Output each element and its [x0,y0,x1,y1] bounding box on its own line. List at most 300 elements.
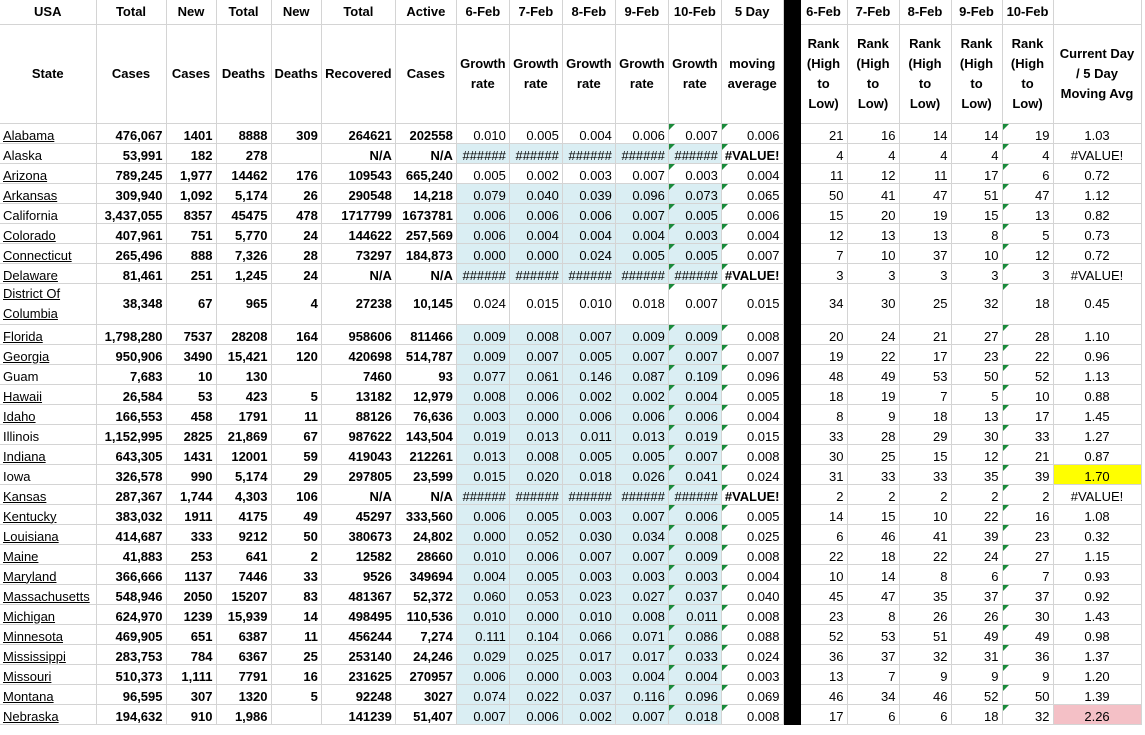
moving-average-cell[interactable]: 0.004 [721,564,783,584]
rank-9feb-cell[interactable]: 2 [951,484,1002,504]
growth-10feb-cell[interactable]: 0.007 [668,344,721,364]
rank-9feb-cell[interactable]: 5 [951,384,1002,404]
growth-6feb-cell[interactable]: ###### [456,143,509,163]
active-cases-cell[interactable]: 93 [395,364,456,384]
moving-average-cell[interactable]: 0.008 [721,604,783,624]
new-deaths-cell[interactable]: 29 [271,464,321,484]
state-name-cell[interactable]: Colorado [0,223,96,243]
active-cases-cell[interactable]: N/A [395,143,456,163]
growth-7feb-cell[interactable]: 0.002 [509,163,562,183]
state-name-cell[interactable]: Minnesota [0,624,96,644]
growth-6feb-cell[interactable]: 0.060 [456,584,509,604]
state-name-cell[interactable]: Delaware [0,263,96,283]
header-total-deaths[interactable]: Total [216,0,271,24]
rank-8feb-cell[interactable]: 17 [899,344,951,364]
header-label-total-recovered[interactable]: Recovered [321,24,395,123]
moving-average-cell[interactable]: 0.005 [721,384,783,404]
growth-10feb-cell[interactable]: ###### [668,484,721,504]
rank-9feb-cell[interactable]: 9 [951,664,1002,684]
moving-average-cell[interactable]: 0.024 [721,644,783,664]
growth-6feb-cell[interactable]: 0.010 [456,544,509,564]
current-vs-avg-cell[interactable]: 1.43 [1053,604,1141,624]
total-cases-cell[interactable]: 1,798,280 [96,324,166,344]
growth-7feb-cell[interactable]: 0.013 [509,424,562,444]
moving-average-cell[interactable]: 0.025 [721,524,783,544]
moving-average-cell[interactable]: 0.065 [721,183,783,203]
growth-6feb-cell[interactable]: 0.013 [456,444,509,464]
new-cases-cell[interactable]: 888 [166,243,216,263]
rank-7feb-cell[interactable]: 46 [847,524,899,544]
rank-7feb-cell[interactable]: 22 [847,344,899,364]
rank-9feb-cell[interactable]: 51 [951,183,1002,203]
new-deaths-cell[interactable]: 50 [271,524,321,544]
state-name-cell[interactable]: Illinois [0,424,96,444]
growth-9feb-cell[interactable]: ###### [615,484,668,504]
total-recovered-cell[interactable]: N/A [321,263,395,283]
total-deaths-cell[interactable]: 5,770 [216,223,271,243]
total-recovered-cell[interactable]: 456244 [321,624,395,644]
growth-8feb-cell[interactable]: 0.030 [562,524,615,544]
total-recovered-cell[interactable]: 297805 [321,464,395,484]
rank-7feb-cell[interactable]: 25 [847,444,899,464]
rank-9feb-cell[interactable]: 15 [951,203,1002,223]
rank-10feb-cell[interactable]: 21 [1002,444,1053,464]
growth-9feb-cell[interactable]: 0.009 [615,324,668,344]
growth-7feb-cell[interactable]: 0.008 [509,324,562,344]
growth-9feb-cell[interactable]: 0.034 [615,524,668,544]
rank-10feb-cell[interactable]: 28 [1002,324,1053,344]
growth-8feb-cell[interactable]: 0.002 [562,384,615,404]
growth-9feb-cell[interactable]: 0.096 [615,183,668,203]
rank-8feb-cell[interactable]: 7 [899,384,951,404]
header-growth-6feb[interactable]: 6-Feb [456,0,509,24]
active-cases-cell[interactable]: 52,372 [395,584,456,604]
rank-6feb-cell[interactable]: 15 [800,203,847,223]
rank-8feb-cell[interactable]: 14 [899,123,951,143]
rank-8feb-cell[interactable]: 33 [899,464,951,484]
new-cases-cell[interactable]: 253 [166,544,216,564]
rank-9feb-cell[interactable]: 37 [951,584,1002,604]
current-vs-avg-cell[interactable]: 1.45 [1053,404,1141,424]
rank-8feb-cell[interactable]: 26 [899,604,951,624]
total-deaths-cell[interactable]: 15,421 [216,344,271,364]
total-deaths-cell[interactable]: 1,245 [216,263,271,283]
growth-9feb-cell[interactable]: 0.026 [615,464,668,484]
state-name-cell[interactable]: California [0,203,96,223]
growth-8feb-cell[interactable]: 0.005 [562,344,615,364]
growth-6feb-cell[interactable]: 0.000 [456,243,509,263]
new-cases-cell[interactable]: 1911 [166,504,216,524]
new-cases-cell[interactable]: 10 [166,364,216,384]
new-cases-cell[interactable]: 1,744 [166,484,216,504]
rank-8feb-cell[interactable]: 9 [899,664,951,684]
active-cases-cell[interactable]: 270957 [395,664,456,684]
new-deaths-cell[interactable]: 25 [271,644,321,664]
growth-6feb-cell[interactable]: 0.008 [456,384,509,404]
total-deaths-cell[interactable]: 423 [216,384,271,404]
growth-8feb-cell[interactable]: 0.003 [562,564,615,584]
rank-7feb-cell[interactable]: 15 [847,504,899,524]
rank-7feb-cell[interactable]: 28 [847,424,899,444]
growth-7feb-cell[interactable]: 0.000 [509,664,562,684]
header-label-rank-8feb[interactable]: Rank (High to Low) [899,24,951,123]
rank-10feb-cell[interactable]: 2 [1002,484,1053,504]
growth-8feb-cell[interactable]: 0.006 [562,404,615,424]
growth-8feb-cell[interactable]: 0.010 [562,283,615,324]
rank-9feb-cell[interactable]: 27 [951,324,1002,344]
state-name-cell[interactable]: Kentucky [0,504,96,524]
state-name-cell[interactable]: Florida [0,324,96,344]
growth-7feb-cell[interactable]: 0.000 [509,404,562,424]
rank-6feb-cell[interactable]: 50 [800,183,847,203]
active-cases-cell[interactable]: 110,536 [395,604,456,624]
current-vs-avg-cell[interactable]: 0.82 [1053,203,1141,223]
growth-8feb-cell[interactable]: 0.004 [562,223,615,243]
new-deaths-cell[interactable]: 49 [271,504,321,524]
state-name-cell[interactable]: Montana [0,684,96,704]
state-name-cell[interactable]: Georgia [0,344,96,364]
new-cases-cell[interactable]: 2825 [166,424,216,444]
rank-8feb-cell[interactable]: 29 [899,424,951,444]
rank-8feb-cell[interactable]: 15 [899,444,951,464]
rank-9feb-cell[interactable]: 23 [951,344,1002,364]
growth-7feb-cell[interactable]: 0.008 [509,444,562,464]
rank-10feb-cell[interactable]: 19 [1002,123,1053,143]
growth-6feb-cell[interactable]: 0.004 [456,564,509,584]
growth-9feb-cell[interactable]: 0.007 [615,163,668,183]
rank-9feb-cell[interactable]: 35 [951,464,1002,484]
current-vs-avg-cell[interactable]: 1.15 [1053,544,1141,564]
growth-10feb-cell[interactable]: 0.011 [668,604,721,624]
active-cases-cell[interactable]: 212261 [395,444,456,464]
new-deaths-cell[interactable]: 164 [271,324,321,344]
moving-average-cell[interactable]: 0.005 [721,504,783,524]
state-name-cell[interactable]: Massachusetts [0,584,96,604]
header-label-rank-6feb[interactable]: Rank (High to Low) [800,24,847,123]
rank-9feb-cell[interactable]: 52 [951,684,1002,704]
growth-9feb-cell[interactable]: 0.006 [615,404,668,424]
growth-8feb-cell[interactable]: 0.023 [562,584,615,604]
rank-6feb-cell[interactable]: 22 [800,544,847,564]
growth-7feb-cell[interactable]: 0.005 [509,504,562,524]
growth-6feb-cell[interactable]: 0.077 [456,364,509,384]
total-recovered-cell[interactable]: 12582 [321,544,395,564]
rank-6feb-cell[interactable]: 12 [800,223,847,243]
new-cases-cell[interactable]: 1,977 [166,163,216,183]
rank-8feb-cell[interactable]: 41 [899,524,951,544]
new-deaths-cell[interactable]: 83 [271,584,321,604]
new-cases-cell[interactable]: 1137 [166,564,216,584]
rank-9feb-cell[interactable]: 50 [951,364,1002,384]
rank-7feb-cell[interactable]: 10 [847,243,899,263]
rank-6feb-cell[interactable]: 31 [800,464,847,484]
growth-10feb-cell[interactable]: 0.007 [668,283,721,324]
total-cases-cell[interactable]: 326,578 [96,464,166,484]
header-rank-8feb[interactable]: 8-Feb [899,0,951,24]
growth-10feb-cell[interactable]: 0.006 [668,504,721,524]
current-vs-avg-cell[interactable]: 0.73 [1053,223,1141,243]
rank-10feb-cell[interactable]: 4 [1002,143,1053,163]
state-name-cell[interactable]: Alaska [0,143,96,163]
total-deaths-cell[interactable]: 21,869 [216,424,271,444]
active-cases-cell[interactable]: 3027 [395,684,456,704]
new-deaths-cell[interactable] [271,364,321,384]
growth-7feb-cell[interactable]: 0.000 [509,243,562,263]
growth-8feb-cell[interactable]: 0.011 [562,424,615,444]
growth-8feb-cell[interactable]: 0.007 [562,544,615,564]
rank-9feb-cell[interactable]: 17 [951,163,1002,183]
total-recovered-cell[interactable]: 987622 [321,424,395,444]
growth-7feb-cell[interactable]: 0.007 [509,344,562,364]
rank-8feb-cell[interactable]: 25 [899,283,951,324]
rank-6feb-cell[interactable]: 33 [800,424,847,444]
header-label-new-deaths[interactable]: Deaths [271,24,321,123]
rank-8feb-cell[interactable]: 19 [899,203,951,223]
total-deaths-cell[interactable]: 15,939 [216,604,271,624]
header-new-cases[interactable]: New [166,0,216,24]
total-recovered-cell[interactable]: 13182 [321,384,395,404]
new-deaths-cell[interactable]: 24 [271,263,321,283]
growth-10feb-cell[interactable]: 0.007 [668,444,721,464]
moving-average-cell[interactable]: #VALUE! [721,263,783,283]
total-recovered-cell[interactable]: 419043 [321,444,395,464]
rank-7feb-cell[interactable]: 30 [847,283,899,324]
current-vs-avg-cell[interactable]: 1.08 [1053,504,1141,524]
new-deaths-cell[interactable]: 4 [271,283,321,324]
growth-8feb-cell[interactable]: 0.004 [562,123,615,143]
growth-7feb-cell[interactable]: 0.005 [509,564,562,584]
growth-7feb-cell[interactable]: 0.015 [509,283,562,324]
state-name-cell[interactable]: Maine [0,544,96,564]
growth-7feb-cell[interactable]: 0.061 [509,364,562,384]
rank-6feb-cell[interactable]: 19 [800,344,847,364]
state-name-cell[interactable]: Arizona [0,163,96,183]
header-growth-10feb[interactable]: 10-Feb [668,0,721,24]
total-cases-cell[interactable]: 287,367 [96,484,166,504]
active-cases-cell[interactable]: 143,504 [395,424,456,444]
total-deaths-cell[interactable]: 4,303 [216,484,271,504]
header-total-cases[interactable]: Total [96,0,166,24]
new-deaths-cell[interactable] [271,704,321,724]
rank-10feb-cell[interactable]: 50 [1002,684,1053,704]
moving-average-cell[interactable]: 0.004 [721,223,783,243]
rank-6feb-cell[interactable]: 45 [800,584,847,604]
state-name-cell[interactable]: Arkansas [0,183,96,203]
total-deaths-cell[interactable]: 7446 [216,564,271,584]
column-separator[interactable] [783,324,800,344]
active-cases-cell[interactable]: 184,873 [395,243,456,263]
active-cases-cell[interactable]: 514,787 [395,344,456,364]
column-separator[interactable] [783,203,800,223]
rank-10feb-cell[interactable]: 30 [1002,604,1053,624]
growth-6feb-cell[interactable]: 0.006 [456,504,509,524]
growth-8feb-cell[interactable]: 0.006 [562,203,615,223]
total-recovered-cell[interactable]: 27238 [321,283,395,324]
growth-6feb-cell[interactable]: ###### [456,263,509,283]
column-separator[interactable] [783,24,800,123]
header-rank-9feb[interactable]: 9-Feb [951,0,1002,24]
rank-6feb-cell[interactable]: 52 [800,624,847,644]
state-name-cell[interactable]: Missouri [0,664,96,684]
total-cases-cell[interactable]: 476,067 [96,123,166,143]
growth-10feb-cell[interactable]: 0.009 [668,544,721,564]
growth-9feb-cell[interactable]: 0.018 [615,283,668,324]
growth-6feb-cell[interactable]: 0.009 [456,344,509,364]
rank-8feb-cell[interactable]: 32 [899,644,951,664]
header-label-moving-average[interactable]: moving average [721,24,783,123]
growth-8feb-cell[interactable]: 0.146 [562,364,615,384]
header-state[interactable]: USA [0,0,96,24]
growth-8feb-cell[interactable]: 0.039 [562,183,615,203]
new-deaths-cell[interactable]: 14 [271,604,321,624]
growth-9feb-cell[interactable]: 0.007 [615,203,668,223]
total-deaths-cell[interactable]: 8888 [216,123,271,143]
growth-6feb-cell[interactable]: 0.010 [456,123,509,143]
total-deaths-cell[interactable]: 278 [216,143,271,163]
growth-6feb-cell[interactable]: 0.005 [456,163,509,183]
growth-10feb-cell[interactable]: 0.008 [668,524,721,544]
current-vs-avg-cell[interactable]: 1.39 [1053,684,1141,704]
rank-7feb-cell[interactable]: 37 [847,644,899,664]
growth-9feb-cell[interactable]: ###### [615,263,668,283]
new-cases-cell[interactable]: 1431 [166,444,216,464]
growth-7feb-cell[interactable]: ###### [509,484,562,504]
active-cases-cell[interactable]: 23,599 [395,464,456,484]
state-name-cell[interactable]: Louisiana [0,524,96,544]
rank-6feb-cell[interactable]: 21 [800,123,847,143]
growth-9feb-cell[interactable]: 0.004 [615,664,668,684]
rank-10feb-cell[interactable]: 18 [1002,283,1053,324]
total-recovered-cell[interactable]: 73297 [321,243,395,263]
rank-6feb-cell[interactable]: 46 [800,684,847,704]
rank-6feb-cell[interactable]: 20 [800,324,847,344]
header-label-total-cases[interactable]: Cases [96,24,166,123]
header-active-cases[interactable]: Active [395,0,456,24]
total-cases-cell[interactable]: 407,961 [96,223,166,243]
rank-8feb-cell[interactable]: 13 [899,223,951,243]
moving-average-cell[interactable]: 0.007 [721,243,783,263]
growth-6feb-cell[interactable]: 0.111 [456,624,509,644]
total-deaths-cell[interactable]: 965 [216,283,271,324]
rank-10feb-cell[interactable]: 7 [1002,564,1053,584]
moving-average-cell[interactable]: 0.088 [721,624,783,644]
growth-7feb-cell[interactable]: 0.004 [509,223,562,243]
rank-10feb-cell[interactable]: 36 [1002,644,1053,664]
new-deaths-cell[interactable]: 11 [271,624,321,644]
rank-10feb-cell[interactable]: 49 [1002,624,1053,644]
rank-10feb-cell[interactable]: 32 [1002,704,1053,724]
total-recovered-cell[interactable]: 109543 [321,163,395,183]
total-recovered-cell[interactable]: 253140 [321,644,395,664]
growth-10feb-cell[interactable]: 0.003 [668,564,721,584]
new-cases-cell[interactable]: 8357 [166,203,216,223]
state-name-cell[interactable]: Idaho [0,404,96,424]
growth-8feb-cell[interactable]: 0.037 [562,684,615,704]
total-recovered-cell[interactable]: 958606 [321,324,395,344]
column-separator[interactable] [783,504,800,524]
growth-9feb-cell[interactable]: 0.005 [615,243,668,263]
rank-10feb-cell[interactable]: 37 [1002,584,1053,604]
total-deaths-cell[interactable]: 45475 [216,203,271,223]
rank-6feb-cell[interactable]: 8 [800,404,847,424]
growth-6feb-cell[interactable]: 0.003 [456,404,509,424]
total-cases-cell[interactable]: 38,348 [96,283,166,324]
total-recovered-cell[interactable]: 92248 [321,684,395,704]
total-cases-cell[interactable]: 309,940 [96,183,166,203]
current-vs-avg-cell[interactable]: 0.88 [1053,384,1141,404]
column-separator[interactable] [783,384,800,404]
new-deaths-cell[interactable]: 24 [271,223,321,243]
new-cases-cell[interactable]: 251 [166,263,216,283]
rank-8feb-cell[interactable]: 51 [899,624,951,644]
new-cases-cell[interactable]: 910 [166,704,216,724]
total-recovered-cell[interactable]: 45297 [321,504,395,524]
current-vs-avg-cell[interactable]: 0.92 [1053,584,1141,604]
rank-8feb-cell[interactable]: 8 [899,564,951,584]
total-cases-cell[interactable]: 53,991 [96,143,166,163]
moving-average-cell[interactable]: #VALUE! [721,484,783,504]
rank-10feb-cell[interactable]: 5 [1002,223,1053,243]
rank-6feb-cell[interactable]: 17 [800,704,847,724]
rank-8feb-cell[interactable]: 3 [899,263,951,283]
growth-10feb-cell[interactable]: 0.033 [668,644,721,664]
growth-9feb-cell[interactable]: 0.007 [615,704,668,724]
growth-7feb-cell[interactable]: 0.025 [509,644,562,664]
total-recovered-cell[interactable]: 264621 [321,123,395,143]
current-vs-avg-cell[interactable]: 0.72 [1053,243,1141,263]
rank-8feb-cell[interactable]: 21 [899,324,951,344]
column-separator[interactable] [783,283,800,324]
new-deaths-cell[interactable]: 176 [271,163,321,183]
header-label-current-vs-avg[interactable]: Current Day / 5 Day Moving Avg [1053,24,1141,123]
column-separator[interactable] [783,644,800,664]
rank-8feb-cell[interactable]: 35 [899,584,951,604]
rank-7feb-cell[interactable]: 6 [847,704,899,724]
new-cases-cell[interactable]: 751 [166,223,216,243]
rank-7feb-cell[interactable]: 47 [847,584,899,604]
current-vs-avg-cell[interactable]: 1.37 [1053,644,1141,664]
rank-6feb-cell[interactable]: 13 [800,664,847,684]
state-name-cell[interactable]: District Of Columbia [0,283,96,324]
total-deaths-cell[interactable]: 15207 [216,584,271,604]
rank-7feb-cell[interactable]: 49 [847,364,899,384]
current-vs-avg-cell[interactable]: 0.96 [1053,344,1141,364]
growth-7feb-cell[interactable]: 0.006 [509,203,562,223]
growth-7feb-cell[interactable]: ###### [509,263,562,283]
active-cases-cell[interactable]: 76,636 [395,404,456,424]
new-cases-cell[interactable]: 784 [166,644,216,664]
growth-8feb-cell[interactable]: ###### [562,263,615,283]
growth-10feb-cell[interactable]: 0.041 [668,464,721,484]
growth-7feb-cell[interactable]: 0.040 [509,183,562,203]
new-deaths-cell[interactable]: 5 [271,684,321,704]
growth-9feb-cell[interactable]: 0.006 [615,123,668,143]
current-vs-avg-cell[interactable]: 0.93 [1053,564,1141,584]
growth-8feb-cell[interactable]: ###### [562,484,615,504]
total-recovered-cell[interactable]: 290548 [321,183,395,203]
total-cases-cell[interactable]: 950,906 [96,344,166,364]
growth-8feb-cell[interactable]: 0.017 [562,644,615,664]
growth-6feb-cell[interactable]: 0.015 [456,464,509,484]
rank-8feb-cell[interactable]: 37 [899,243,951,263]
new-deaths-cell[interactable]: 478 [271,203,321,223]
total-cases-cell[interactable]: 41,883 [96,544,166,564]
growth-6feb-cell[interactable]: 0.006 [456,203,509,223]
total-recovered-cell[interactable]: 144622 [321,223,395,243]
growth-10feb-cell[interactable]: 0.005 [668,203,721,223]
current-vs-avg-cell[interactable]: 0.72 [1053,163,1141,183]
rank-7feb-cell[interactable]: 14 [847,564,899,584]
